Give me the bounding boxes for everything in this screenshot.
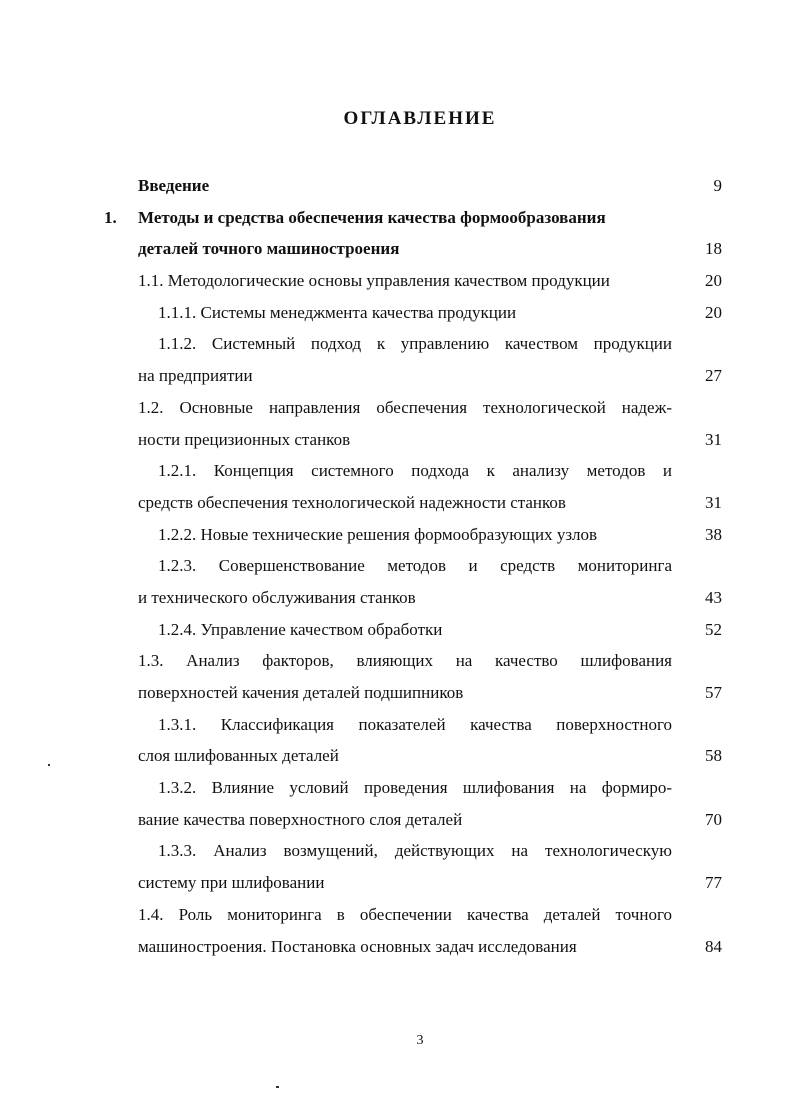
toc-entry-text: деталей точного машиностроения (138, 239, 400, 259)
toc-line (0, 233, 797, 265)
toc-line (0, 519, 797, 551)
toc-entry-text: 1.2.1. Концепция системного подхода к анализу методов и (158, 461, 672, 481)
toc-entry-text: систему при шлифовании (138, 873, 325, 893)
toc-line (0, 265, 797, 297)
toc-entry-page: 9 (713, 176, 722, 195)
toc-entry-text: 1.3.2. Влияние условий проведения шлифования на формиро- (158, 778, 672, 798)
toc-entry-text: 1.1.2. Системный подход к управлению качеством продукции (158, 334, 672, 354)
toc-line (0, 360, 797, 392)
toc-entry-text: 1.2. Основные направления обеспечения технологической надеж- (138, 397, 672, 417)
toc-entry-text: 1.1. Методологические основы управления качеством продукции (138, 271, 610, 291)
page-title: ОГЛАВЛЕНИЕ (343, 108, 497, 129)
toc-entry-text: вание качества поверхностного слоя деталей (138, 809, 463, 829)
toc-line (0, 170, 797, 202)
toc-entry-text: и технического обслуживания станков (138, 587, 416, 607)
toc-entry-text: средств обеспечения технологической надежности станков (138, 492, 566, 512)
toc-line (0, 582, 797, 614)
toc-line (0, 328, 797, 360)
scan-speck (276, 1086, 279, 1088)
toc-entry-text: 1.4. Роль мониторинга в обеспечении качества деталей точного (138, 904, 672, 924)
toc-line (0, 931, 797, 963)
toc-entry-text: машиностроения. Постановка основных задач исследования (138, 936, 577, 956)
toc-entry-page: 18 (705, 239, 722, 259)
toc-line (0, 899, 797, 931)
toc-entry-page: 31 (705, 492, 722, 512)
toc-line (0, 614, 797, 646)
toc-entry-page: 31 (705, 429, 722, 449)
toc-line (0, 424, 797, 456)
toc-entry-text: Введение (138, 176, 210, 195)
toc-line (0, 772, 797, 804)
toc-chapter-number: 1. (104, 207, 117, 227)
toc-line (0, 867, 797, 899)
table-of-contents (0, 170, 797, 962)
toc-entry-page: 20 (705, 271, 722, 291)
toc-entry-page: 52 (705, 619, 722, 639)
toc-line (0, 835, 797, 867)
toc-entry-page: 27 (705, 366, 722, 386)
scan-speck (48, 764, 50, 766)
toc-line (0, 804, 797, 836)
toc-line (0, 677, 797, 709)
toc-entry-text: поверхностей качения деталей подшипников (138, 683, 464, 702)
toc-line (0, 455, 797, 487)
page-number: 3 (416, 1033, 424, 1048)
toc-line (0, 297, 797, 329)
toc-line (0, 392, 797, 424)
toc-entry-text: 1.3.3. Анализ возмущений, действующих на технологическую (158, 841, 672, 861)
toc-entry-page: 84 (705, 936, 722, 956)
toc-line (0, 202, 797, 234)
toc-entry-text: 1.2.4. Управление качеством обработки (158, 619, 443, 639)
toc-entry-text: на предприятии (138, 366, 253, 386)
toc-entry-page: 70 (705, 809, 722, 829)
toc-entry-page: 77 (705, 873, 722, 893)
toc-line (0, 740, 797, 772)
toc-entry-text: 1.2.2. Новые технические решения формообразующих узлов (158, 524, 598, 544)
toc-entry-page: 20 (705, 302, 722, 322)
toc-entry-text: 1.1.1. Системы менеджмента качества продукции (158, 302, 517, 322)
toc-line (0, 487, 797, 519)
toc-entry-page: 43 (705, 587, 722, 607)
toc-entry-text: слоя шлифованных деталей (138, 746, 339, 766)
toc-entry-page: 38 (705, 524, 722, 544)
toc-line (0, 709, 797, 741)
toc-entry-text: 1.3.1. Классификация показателей качества поверхностного (158, 714, 672, 734)
toc-line (0, 645, 797, 677)
toc-line (0, 550, 797, 582)
toc-entry-text: ности прецизионных станков (138, 429, 351, 449)
toc-entry-text: 1.2.3. Совершенствование методов и средств мониторинга (158, 556, 672, 576)
toc-entry-text: 1.3. Анализ факторов, влияющих на качество шлифования (138, 651, 672, 671)
toc-entry-text: Методы и средства обеспечения качества формообразования (138, 207, 606, 227)
toc-entry-page: 57 (705, 683, 722, 702)
toc-entry-page: 58 (705, 746, 722, 766)
